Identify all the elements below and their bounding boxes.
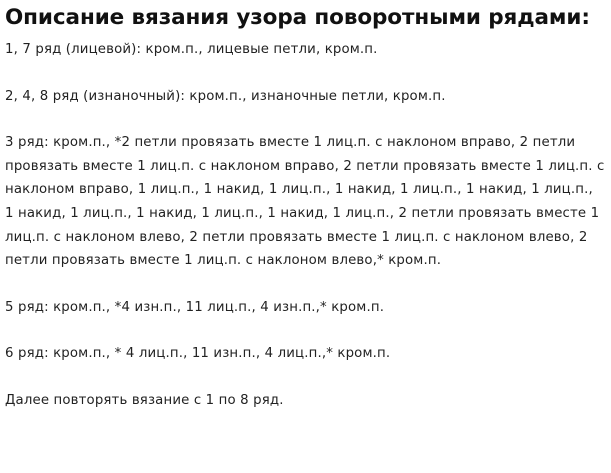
page-title: Описание вязания узора поворотными рядами: — [5, 5, 590, 30]
row-2-4-8-instruction: 2, 4, 8 ряд (изнаночный): кром.п., изнаночные петли, кром.п. — [5, 88, 446, 104]
row-6-instruction: 6 ряд: кром.п., * 4 лиц.п., 11 изн.п., 4 лиц.п.,* кром.п. — [5, 346, 391, 362]
row-3-instruction: 3 ряд: кром.п., *2 петли провязать вместе 1 лиц.п. с наклоном вправо, 2 петли провязать вместе 1 лиц.п. с наклоном вправо, 2 петли провязать вместе 1 лиц.п. с наклоном вправо, 1 лиц.п., 1 накид, 1 лиц.п., 1 накид, 1 лиц.п., 1 накид, 1 лиц.п., 1 накид, 1 лиц.п., 1 накид, 1 лиц.п., 1 накид, 1 лиц.п., 2 петли провязать вместе 1 лиц.п. с наклоном влево, 2 петли провязать вместе 1 лиц.п. с наклоном влево, 2 петли провязать вместе 1 лиц.п. с наклоном влево,* кром.п. — [5, 135, 605, 269]
row-5-instruction: 5 ряд: кром.п., *4 изн.п., 11 лиц.п., 4 изн.п.,* кром.п. — [5, 299, 385, 315]
knitting-instructions — [5, 0, 605, 413]
row-1-7-instruction: 1, 7 ряд (лицевой): кром.п., лицевые петли, кром.п. — [5, 42, 378, 57]
repeat-instruction: Далее повторять вязание с 1 по 8 ряд. — [5, 392, 284, 408]
